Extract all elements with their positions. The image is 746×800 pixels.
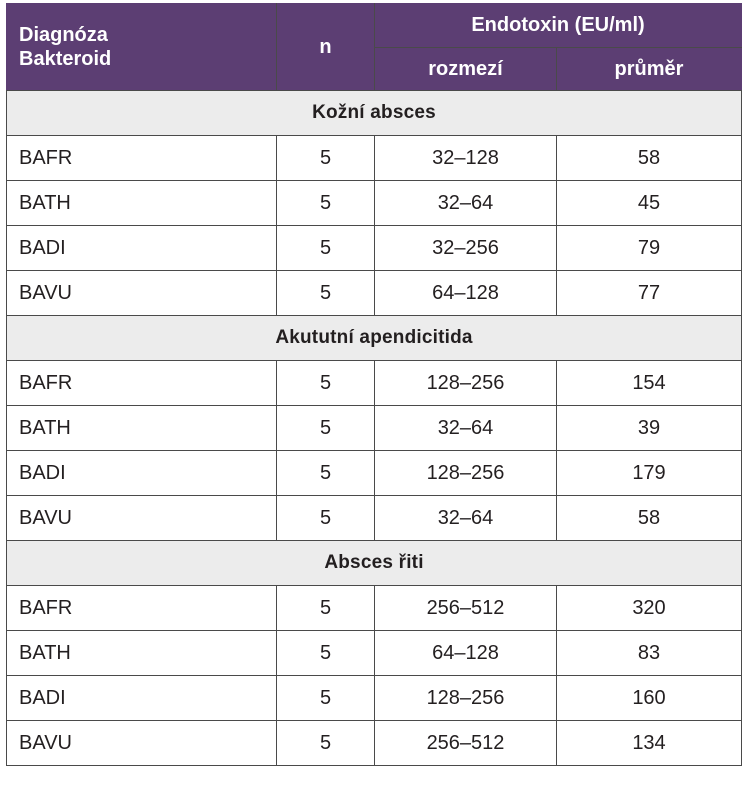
mean-cell: 45 [557,181,742,226]
range-cell: 32–64 [375,406,557,451]
bacteroid-code-cell: BADI [7,676,277,721]
mean-cell: 58 [557,496,742,541]
mean-cell: 320 [557,586,742,631]
table-row [7,271,742,316]
mean-cell: 154 [557,361,742,406]
bacteroid-code-cell: BAFR [7,586,277,631]
n-cell: 5 [277,181,375,226]
table-row [7,496,742,541]
table-row [7,136,742,181]
mean-cell: 83 [557,631,742,676]
header-diagnosis-line1: Diagnóza [19,24,108,46]
header-endotoxin: Endotoxin (EU/ml) [375,4,742,48]
bacteroid-code-cell: BAFR [7,136,277,181]
mean-cell: 134 [557,721,742,766]
range-cell: 128–256 [375,676,557,721]
range-cell: 256–512 [375,586,557,631]
section-title: Absces řiti [7,541,742,586]
header-range: rozmezí [375,48,557,91]
n-cell: 5 [277,226,375,271]
mean-cell: 39 [557,406,742,451]
bacteroid-code-cell: BATH [7,181,277,226]
range-cell: 128–256 [375,361,557,406]
bacteroid-code-cell: BAFR [7,361,277,406]
header-n: n [277,4,375,91]
n-cell: 5 [277,586,375,631]
n-cell: 5 [277,721,375,766]
table-row [7,181,742,226]
n-cell: 5 [277,271,375,316]
n-cell: 5 [277,631,375,676]
n-cell: 5 [277,361,375,406]
mean-cell: 58 [557,136,742,181]
bacteroid-code-cell: BATH [7,406,277,451]
bacteroid-code-cell: BATH [7,631,277,676]
range-cell: 32–256 [375,226,557,271]
n-cell: 5 [277,676,375,721]
table-row [7,676,742,721]
header-mean: průměr [557,48,742,91]
table-body [7,91,742,766]
range-cell: 64–128 [375,631,557,676]
header-diagnosis [7,4,277,91]
mean-cell: 179 [557,451,742,496]
endotoxin-table [6,3,742,766]
table-row [7,406,742,451]
bacteroid-code-cell: BADI [7,451,277,496]
table-row [7,631,742,676]
bacteroid-code-cell: BAVU [7,496,277,541]
section-row [7,91,742,136]
n-cell: 5 [277,136,375,181]
header-diagnosis-line2: Bakteroid [19,48,112,70]
range-cell: 32–64 [375,181,557,226]
range-cell: 32–64 [375,496,557,541]
section-row [7,316,742,361]
mean-cell: 160 [557,676,742,721]
range-cell: 32–128 [375,136,557,181]
section-title: Akututní apendicitida [7,316,742,361]
table-row [7,451,742,496]
table-row [7,721,742,766]
table-header [7,4,742,91]
table-row [7,226,742,271]
n-cell: 5 [277,406,375,451]
table-row [7,586,742,631]
mean-cell: 79 [557,226,742,271]
table-row [7,361,742,406]
range-cell: 128–256 [375,451,557,496]
n-cell: 5 [277,451,375,496]
range-cell: 64–128 [375,271,557,316]
section-title: Kožní absces [7,91,742,136]
bacteroid-code-cell: BAVU [7,271,277,316]
bacteroid-code-cell: BADI [7,226,277,271]
section-row [7,541,742,586]
bacteroid-code-cell: BAVU [7,721,277,766]
mean-cell: 77 [557,271,742,316]
n-cell: 5 [277,496,375,541]
range-cell: 256–512 [375,721,557,766]
